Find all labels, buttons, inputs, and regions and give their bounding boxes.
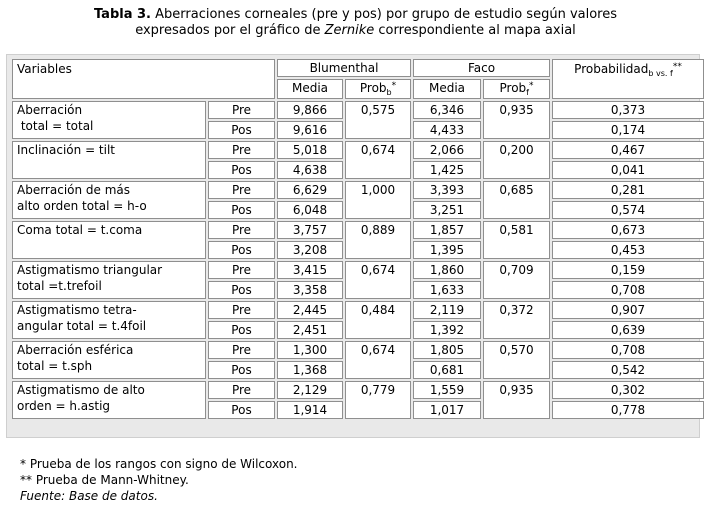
header-blumenthal-prob	[345, 79, 411, 99]
variable-label-line2: alto orden total = h-o	[17, 199, 147, 213]
period-label-pre: Pre	[208, 101, 275, 119]
faco-media-pos: 1,633	[413, 281, 481, 299]
probabilidad-pre: 0,907	[552, 301, 704, 319]
blumenthal-media-pos: 3,358	[277, 281, 343, 299]
header-probabilidad-text: Probabilidad	[574, 62, 649, 76]
probabilidad-pos: 0,174	[552, 121, 704, 139]
caption-line-1	[0, 7, 711, 23]
variable-cell	[12, 341, 206, 379]
period-label-pre: Pre	[208, 221, 275, 239]
faco-media-pre: 2,119	[413, 301, 481, 319]
variable-label-line2: total = total	[17, 119, 94, 133]
faco-prob: 0,685	[483, 181, 550, 219]
probabilidad-pos: 0,453	[552, 241, 704, 259]
variable-cell	[12, 181, 206, 219]
variable-cell	[12, 301, 206, 339]
prob-f-sup: *	[528, 81, 534, 91]
faco-media-pre: 1,559	[413, 381, 481, 399]
blumenthal-media-pre: 9,866	[277, 101, 343, 119]
faco-media-pos: 0,681	[413, 361, 481, 379]
faco-media-pos: 1,395	[413, 241, 481, 259]
period-label-pre: Pre	[208, 141, 275, 159]
note-source-text: Fuente: Base de datos.	[20, 489, 158, 503]
variable-label: Coma total = t.coma	[17, 223, 143, 237]
faco-prob: 0,200	[483, 141, 550, 179]
prob-b-sup: *	[391, 81, 397, 91]
blumenthal-prob: 0,674	[345, 341, 411, 379]
table-row	[12, 261, 704, 279]
header-probabilidad	[552, 59, 704, 99]
variable-label-line2: total = t.sph	[17, 359, 93, 373]
period-label-pre: Pre	[208, 181, 275, 199]
period-label-pos: Pos	[208, 401, 275, 419]
probabilidad-pre: 0,373	[552, 101, 704, 119]
faco-media-pre: 6,346	[413, 101, 481, 119]
variable-label: Astigmatismo triangular	[17, 263, 163, 277]
blumenthal-media-pos: 9,616	[277, 121, 343, 139]
caption-line2-post: correspondiente al mapa axial	[374, 23, 576, 38]
blumenthal-media-pos: 3,208	[277, 241, 343, 259]
table-row	[12, 341, 704, 359]
blumenthal-prob: 0,779	[345, 381, 411, 419]
faco-prob: 0,570	[483, 341, 550, 379]
variable-label: Aberración	[17, 103, 83, 117]
probabilidad-pos: 0,542	[552, 361, 704, 379]
header-probabilidad-sup: **	[672, 62, 682, 72]
probabilidad-pre: 0,281	[552, 181, 704, 199]
note-mann-whitney: ** Prueba de Mann-Whitney.	[20, 473, 189, 487]
faco-prob: 0,709	[483, 261, 550, 299]
caption-line-2	[0, 23, 711, 39]
probabilidad-pre: 0,673	[552, 221, 704, 239]
caption-label: Tabla 3.	[93, 7, 151, 22]
faco-media-pre: 3,393	[413, 181, 481, 199]
period-label-pos: Pos	[208, 281, 275, 299]
note-source	[20, 488, 298, 504]
table-row	[12, 381, 704, 399]
blumenthal-media-pre: 2,445	[277, 301, 343, 319]
period-label-pre: Pre	[208, 341, 275, 359]
blumenthal-prob: 1,000	[345, 181, 411, 219]
blumenthal-media-pos: 2,451	[277, 321, 343, 339]
prob-b-sub: b	[386, 88, 392, 97]
faco-media-pre: 1,857	[413, 221, 481, 239]
table-row	[12, 301, 704, 319]
probabilidad-pre: 0,159	[552, 261, 704, 279]
faco-prob: 0,935	[483, 381, 550, 419]
blumenthal-media-pre: 6,629	[277, 181, 343, 199]
prob-f-text: Prob	[499, 81, 527, 95]
blumenthal-prob: 0,889	[345, 221, 411, 259]
aberrations-table	[10, 57, 706, 421]
blumenthal-media-pos: 1,368	[277, 361, 343, 379]
faco-prob: 0,935	[483, 101, 550, 139]
blumenthal-media-pos: 6,048	[277, 201, 343, 219]
blumenthal-prob: 0,484	[345, 301, 411, 339]
period-label-pre: Pre	[208, 381, 275, 399]
probabilidad-pre: 0,708	[552, 341, 704, 359]
header-faco: Faco	[413, 59, 550, 77]
table-caption	[0, 7, 711, 39]
variable-label: Aberración de más	[17, 183, 131, 197]
period-label-pos: Pos	[208, 321, 275, 339]
note-wilcoxon: * Prueba de los rangos con signo de Wilcoxon.	[20, 457, 298, 471]
faco-media-pos: 1,017	[413, 401, 481, 419]
probabilidad-pos: 0,041	[552, 161, 704, 179]
faco-media-pos: 1,392	[413, 321, 481, 339]
header-faco-media: Media	[413, 79, 481, 99]
prob-f-sub: f	[526, 88, 529, 97]
header-blumenthal-media: Media	[277, 79, 343, 99]
prob-b-text: Prob	[359, 81, 387, 95]
period-label-pos: Pos	[208, 161, 275, 179]
blumenthal-media-pre: 3,415	[277, 261, 343, 279]
probabilidad-pos: 0,639	[552, 321, 704, 339]
faco-media-pre: 1,805	[413, 341, 481, 359]
blumenthal-media-pos: 1,914	[277, 401, 343, 419]
period-label-pre: Pre	[208, 261, 275, 279]
variable-label: Astigmatismo tetra-	[17, 303, 137, 317]
header-faco-prob	[483, 79, 550, 99]
table-row	[12, 181, 704, 199]
header-row-1	[12, 59, 704, 77]
variable-label: Inclinación = tilt	[17, 143, 116, 157]
variable-cell	[12, 261, 206, 299]
variable-label-line2: total =t.trefoil	[17, 279, 102, 293]
variable-cell	[12, 221, 206, 259]
table-row	[12, 221, 704, 239]
blumenthal-media-pre: 1,300	[277, 341, 343, 359]
blumenthal-prob: 0,575	[345, 101, 411, 139]
faco-prob: 0,372	[483, 301, 550, 339]
probabilidad-pre: 0,302	[552, 381, 704, 399]
probabilidad-pos: 0,574	[552, 201, 704, 219]
probabilidad-pre: 0,467	[552, 141, 704, 159]
variable-cell	[12, 101, 206, 139]
period-label-pos: Pos	[208, 201, 275, 219]
variable-cell	[12, 381, 206, 419]
variable-label: Aberración esférica	[17, 343, 134, 357]
table-notes	[20, 456, 298, 504]
table-body	[12, 59, 704, 419]
probabilidad-pos: 0,778	[552, 401, 704, 419]
faco-media-pos: 3,251	[413, 201, 481, 219]
blumenthal-media-pre: 5,018	[277, 141, 343, 159]
blumenthal-media-pre: 2,129	[277, 381, 343, 399]
header-probabilidad-sub: b vs. f	[648, 69, 673, 78]
blumenthal-prob: 0,674	[345, 141, 411, 179]
blumenthal-media-pre: 3,757	[277, 221, 343, 239]
variable-label: Astigmatismo de alto	[17, 383, 145, 397]
faco-media-pos: 1,425	[413, 161, 481, 179]
blumenthal-media-pos: 4,638	[277, 161, 343, 179]
header-blumenthal: Blumenthal	[277, 59, 411, 77]
caption-zernike: Zernike	[324, 23, 375, 38]
caption-line1-text: Aberraciones corneales (pre y pos) por grupo de estudio según valores	[151, 7, 618, 22]
blumenthal-prob: 0,674	[345, 261, 411, 299]
faco-media-pre: 2,066	[413, 141, 481, 159]
variable-label-line2: angular total = t.4foil	[17, 319, 147, 333]
probabilidad-pos: 0,708	[552, 281, 704, 299]
period-label-pos: Pos	[208, 361, 275, 379]
faco-media-pre: 1,860	[413, 261, 481, 279]
variable-cell	[12, 141, 206, 179]
period-label-pos: Pos	[208, 121, 275, 139]
caption-line2-pre: expresados por el gráfico de	[135, 23, 325, 38]
faco-prob: 0,581	[483, 221, 550, 259]
table-row	[12, 141, 704, 159]
period-label-pos: Pos	[208, 241, 275, 259]
header-variables: Variables	[12, 59, 275, 99]
faco-media-pos: 4,433	[413, 121, 481, 139]
variable-label-line2: orden = h.astig	[17, 399, 111, 413]
table-row	[12, 101, 704, 119]
period-label-pre: Pre	[208, 301, 275, 319]
